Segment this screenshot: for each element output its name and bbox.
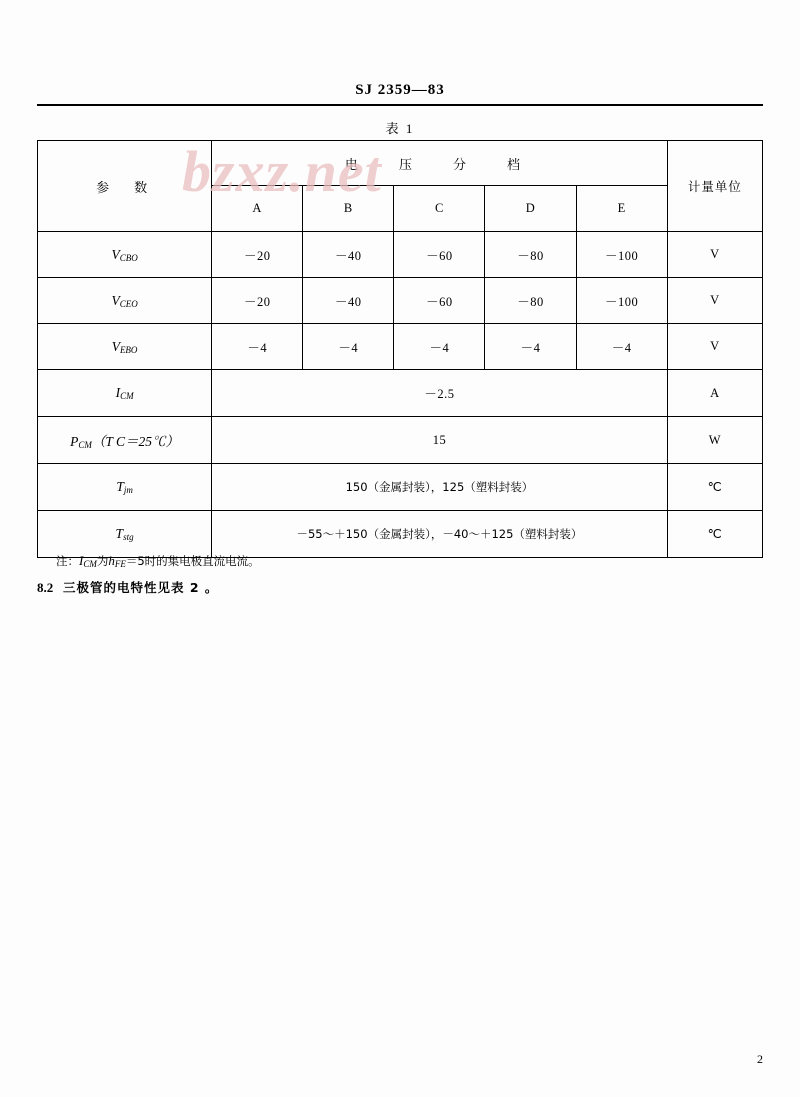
table-row [38, 278, 763, 324]
cell-vebo-a: －4 [212, 324, 303, 370]
table-row [38, 324, 763, 370]
cell-vcbo-a: －20 [212, 232, 303, 278]
cell-vcbo-unit: V [667, 232, 762, 278]
row-symbol-vcbo: $V_{CBO}$ [38, 232, 212, 278]
cell-vebo-b: －4 [303, 324, 394, 370]
cell-icm-merged: －2.5 [212, 370, 668, 417]
cell-vebo-e: －4 [576, 324, 667, 370]
cell-tstg-unit: ℃ [667, 511, 762, 558]
cell-vebo-c: －4 [394, 324, 485, 370]
table-note: 注：$I_{CM}$为$h_{FE}=5$时的集电极直流电流。 [56, 553, 260, 569]
header-voltage-group: 电 压 分 档 [212, 141, 668, 186]
table-row [38, 511, 763, 558]
cell-pcm-merged: 15 [212, 417, 668, 464]
cell-tjm-unit: ℃ [667, 464, 762, 511]
cell-vcbo-c: －60 [394, 232, 485, 278]
cell-vceo-a: －20 [212, 278, 303, 324]
header-grade-e: E [576, 186, 667, 232]
table-header-row-top [38, 141, 763, 186]
row-symbol-pcm: $P_{CM}(T$ C＝25℃） [38, 417, 212, 464]
clause-text: 三极管的电特性见表 2 。 [63, 580, 219, 595]
cell-vebo-d: －4 [485, 324, 576, 370]
cell-vcbo-d: －80 [485, 232, 576, 278]
table-row [38, 417, 763, 464]
cell-vcbo-e: －100 [576, 232, 667, 278]
clause-8-2 [37, 578, 218, 596]
header-unit: 计量单位 [667, 141, 762, 232]
row-symbol-tstg: $T_{stg}$ [38, 511, 212, 558]
cell-vceo-unit: V [667, 278, 762, 324]
row-symbol-vceo: $V_{CEO}$ [38, 278, 212, 324]
cell-pcm-unit: W [667, 417, 762, 464]
table-row [38, 232, 763, 278]
clause-number: 8.2 [37, 580, 54, 595]
specification-table [37, 140, 763, 558]
page-title: SJ 2359—83 [355, 82, 445, 98]
cell-vceo-b: －40 [303, 278, 394, 324]
header-divider [37, 104, 763, 106]
header-parameter: 参 数 [38, 141, 212, 232]
header-grade-b: B [303, 186, 394, 232]
table-row [38, 370, 763, 417]
table-row [38, 464, 763, 511]
table-caption: 表 1 [385, 121, 415, 136]
header-grade-d: D [485, 186, 576, 232]
cell-vcbo-b: －40 [303, 232, 394, 278]
cell-vceo-e: －100 [576, 278, 667, 324]
row-symbol-icm: $I_{CM}$ [38, 370, 212, 417]
cell-vceo-c: －60 [394, 278, 485, 324]
header-grade-a: A [212, 186, 303, 232]
row-symbol-tjm: $T_{jm}$ [38, 464, 212, 511]
cell-tjm-merged: 150（金属封装），125（塑料封装） [212, 464, 668, 511]
page-number: 2 [757, 1052, 763, 1066]
watermark-text: bzxz.net [182, 139, 382, 204]
header-grade-c: C [394, 186, 485, 232]
cell-tstg-merged: －55～＋150（金属封装），－40～＋125（塑料封装） [212, 511, 668, 558]
cell-vceo-d: －80 [485, 278, 576, 324]
cell-vebo-unit: V [667, 324, 762, 370]
row-symbol-vebo: $V_{EBO}$ [38, 324, 212, 370]
cell-icm-unit: A [667, 370, 762, 417]
